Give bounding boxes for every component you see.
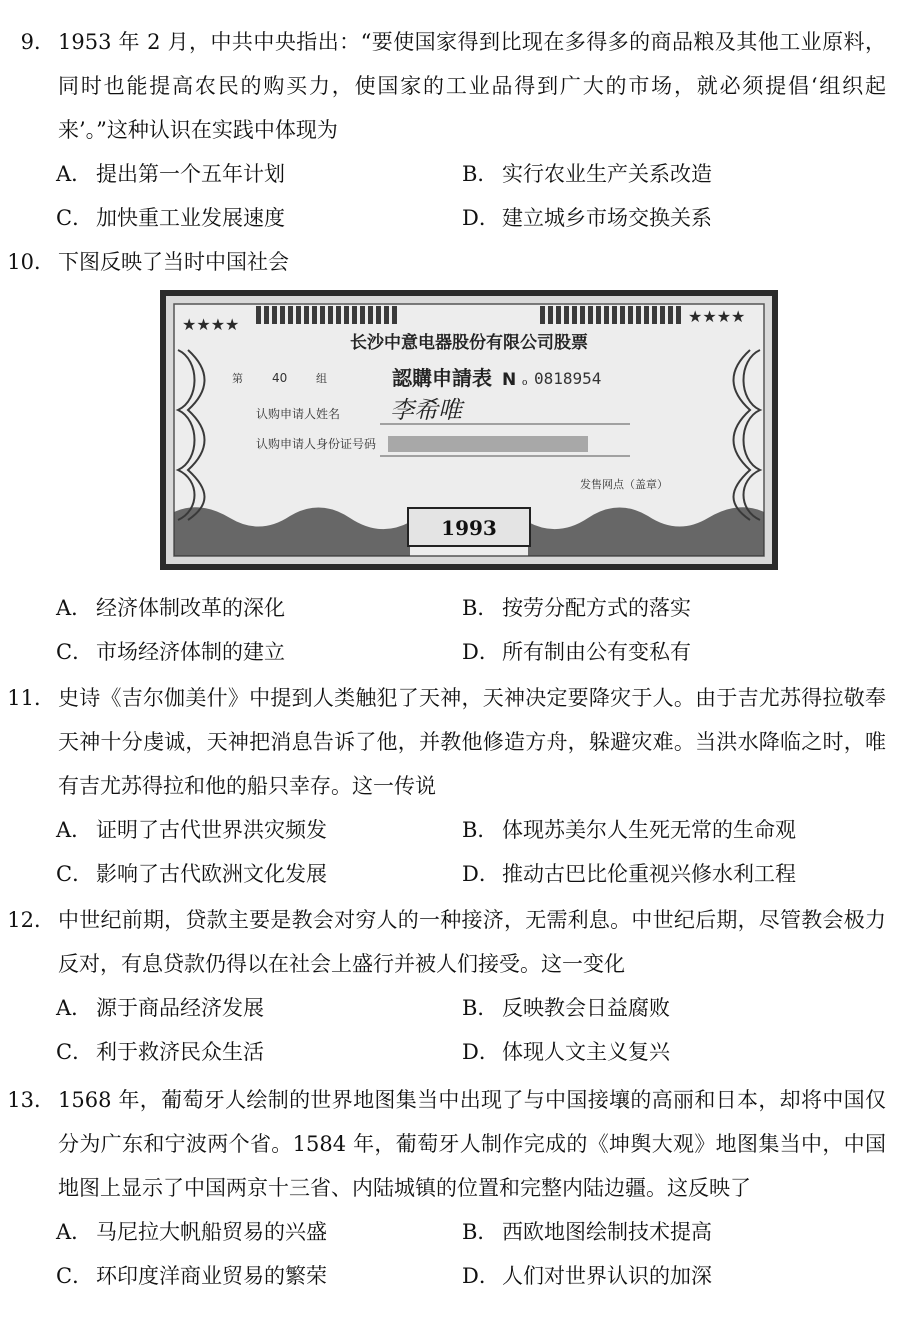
option-b: B． 西欧地图绘制技术提高: [462, 1220, 712, 1244]
form-year: 1993: [441, 516, 497, 540]
option-d: D． 体现人文主义复兴: [462, 1040, 670, 1064]
option-a: A． 马尼拉大帆船贸易的兴盛: [56, 1220, 327, 1244]
blurred-id-number: [388, 436, 588, 452]
question-stem: [0, 676, 900, 808]
question-text: 1953 年 2 月，中共中央指出：“要使国家得到比现在多得多的商品粮及其他工业原料，同时也能提高农民的购买力，使国家的工业品得到广大的市场，就必须提倡‘组织起来’。”这种认识在实践中体现为: [58, 30, 886, 142]
group-suffix: 组: [316, 372, 327, 385]
options: [0, 986, 900, 1074]
option-d: D． 推动古巴比伦重视兴修水利工程: [462, 862, 796, 886]
issuer-label: 发售网点（盖章）: [580, 478, 668, 491]
option-a: A． 证明了古代世界洪灾频发: [56, 818, 327, 842]
option-a: A． 经济体制改革的深化: [56, 596, 285, 620]
option-c: C． 利于救济民众生活: [56, 1040, 264, 1064]
question-9: [0, 20, 900, 240]
option-b: B． 体现苏美尔人生死无常的生命观: [462, 818, 796, 842]
question-11: [0, 676, 900, 896]
name-label: 认购申请人姓名: [256, 407, 341, 421]
handwritten-name: 李希唯: [390, 396, 462, 424]
question-stem: [0, 898, 900, 986]
group-label: 第: [232, 372, 243, 385]
options: [0, 586, 900, 674]
question-number: 10．: [7, 250, 55, 274]
svg-text:★★★★: ★★★★: [688, 307, 746, 326]
option-c: C． 市场经济体制的建立: [56, 640, 285, 664]
form-name: 認購申請表: [392, 366, 492, 390]
option-c: C． 影响了古代欧洲文化发展: [56, 862, 327, 886]
svg-text:o: o: [522, 378, 528, 388]
question-stem: [0, 1078, 900, 1210]
question-text: 中世纪前期，贷款主要是教会对穷人的一种接济，无需利息。中世纪后期，尽管教会极力反对，有息贷款仍得以在社会上盛行并被人们接受。这一变化: [58, 908, 886, 976]
options: [0, 152, 900, 240]
option-b: B． 按劳分配方式的落实: [462, 596, 691, 620]
group-number: 40: [272, 371, 288, 385]
option-b: B． 反映教会日益腐败: [462, 996, 670, 1020]
question-text: 史诗《吉尔伽美什》中提到人类触犯了天神，天神决定要降灾于人。由于吉尤苏得拉敬奉天神十分虔诚，天神把消息告诉了他，并教他修造方舟，躲避灾难。当洪水降临之时，唯有吉尤苏得拉和他的船只幸存。这一传说: [58, 686, 886, 798]
option-d: D． 建立城乡市场交换关系: [462, 206, 712, 230]
question-number: 11．: [7, 686, 55, 710]
form-title: 长沙中意电器股份有限公司股票: [350, 333, 588, 353]
question-text: 下图反映了当时中国社会: [58, 250, 289, 274]
option-d: D． 人们对世界认识的加深: [462, 1264, 712, 1288]
serial-number: 0818954: [534, 369, 602, 388]
question-number: 12．: [7, 908, 55, 932]
question-number: 9．: [20, 30, 55, 54]
option-a: A． 提出第一个五年计划: [56, 162, 285, 186]
question-12: [0, 898, 900, 1074]
option-d: D． 所有制由公有变私有: [462, 640, 691, 664]
stock-subscription-form-image: [160, 290, 778, 570]
question-text: 1568 年，葡萄牙人绘制的世界地图集当中出现了与中国接壤的高丽和日本，却将中国仅分为广东和宁波两个省。1584 年，葡萄牙人制作完成的《坤舆大观》地图集当中，中国地图上显示了中国两京十三省、内陆城镇的位置和完整内陆边疆。这反映了: [58, 1088, 886, 1200]
serial-prefix: N: [502, 370, 517, 390]
options: [0, 808, 900, 896]
options: [0, 1210, 900, 1298]
id-label: 认购申请人身份证号码: [256, 437, 377, 451]
option-a: A． 源于商品经济发展: [56, 996, 264, 1020]
svg-text:★★★★: ★★★★: [182, 315, 240, 334]
question-stem: [0, 20, 900, 152]
question-13: [0, 1078, 900, 1298]
question-10: [0, 240, 900, 284]
option-c: C． 环印度洋商业贸易的繁荣: [56, 1264, 327, 1288]
option-b: B． 实行农业生产关系改造: [462, 162, 712, 186]
question-stem: [0, 240, 900, 284]
question-number: 13．: [7, 1088, 55, 1112]
question-10-options: [0, 586, 900, 674]
option-c: C． 加快重工业发展速度: [56, 206, 285, 230]
